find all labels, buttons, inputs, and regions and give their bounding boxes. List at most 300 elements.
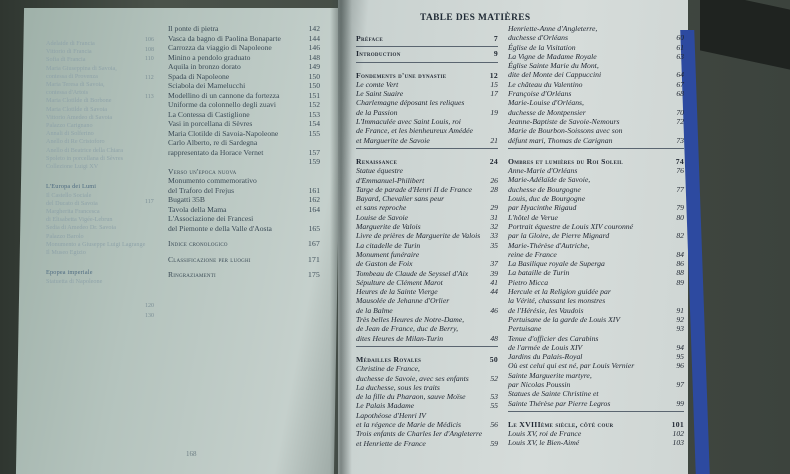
faint-index-entry: Palazzo Barolo <box>46 232 84 240</box>
toc-entry-page: 88 <box>676 268 684 278</box>
toc-entry-row <box>508 278 684 287</box>
toc-entry-page: 61 <box>676 42 684 52</box>
toc-entry-row <box>508 268 684 277</box>
toc-section-heading <box>356 355 498 364</box>
toc-entry-title: de Jean de France, duc de Berry, <box>356 324 459 334</box>
toc-entry-title: L'hôtel de Verue <box>508 212 558 222</box>
toc-entry-row <box>356 80 498 89</box>
faint-index-entry: contessa d'Artois <box>46 89 89 97</box>
index-entry-title: Ringraziamenti <box>168 270 216 279</box>
toc-entry-row <box>508 296 684 305</box>
faint-index-entry: Vittorio Amedeo di Savoia <box>46 113 113 121</box>
toc-entry-row <box>356 324 498 333</box>
toc-entry-row <box>508 24 684 33</box>
faint-page-number <box>145 103 154 113</box>
toc-entry-title: Pietro Micca <box>508 277 549 287</box>
toc-entry-row <box>356 185 498 194</box>
toc-entry-title: duchesse de Savoie, avec ses enfants <box>356 373 469 383</box>
toc-entry-row <box>508 287 684 296</box>
index-entry-row <box>168 119 320 129</box>
faint-page-number <box>145 293 154 303</box>
faint-index-entry: Epopea imperiale <box>46 269 93 277</box>
faint-index-entry: Adelaide di Francia <box>46 40 95 47</box>
faint-index-entry: Vittorio di Francia <box>46 48 92 56</box>
toc-column-2 <box>508 24 684 448</box>
index-entry-row <box>168 224 320 234</box>
toc-entry-row <box>508 52 684 61</box>
toc-entry-row <box>356 117 498 126</box>
toc-entry-title: de France, et les bienheureux Amédée <box>356 126 473 136</box>
index-entry-row <box>168 138 320 148</box>
toc-entry-title: La duchesse, sous les traits <box>356 382 440 392</box>
toc-entry-page: 28 <box>490 184 498 194</box>
toc-entry-title: Où est celui qui est né, par Louis Vernier <box>508 361 635 371</box>
toc-entry-row <box>508 126 684 135</box>
toc-entry-page: 96 <box>676 361 684 371</box>
toc-entry-title: et la régence de Marie de Médicis <box>356 419 462 429</box>
toc-entry-title: Jeanne-Baptiste de Savoie-Nemours <box>508 116 620 126</box>
faint-page-number <box>145 283 154 293</box>
index-entry-page: 155 <box>308 128 320 138</box>
toc-entry-page: 63 <box>676 51 684 61</box>
toc-entry-row <box>508 380 684 389</box>
toc-entry-row <box>356 420 498 429</box>
toc-entry-row <box>356 315 498 324</box>
left-faint-index <box>46 40 145 286</box>
index-entry-row <box>168 62 320 72</box>
index-entry-row <box>168 100 320 110</box>
index-entry-page: 152 <box>308 100 320 109</box>
index-entry-page: 150 <box>308 71 320 81</box>
toc-entry-row <box>356 429 498 438</box>
index-entry-title: Carlo Alberto, re di Sardegna <box>168 138 258 147</box>
toc-entry-row <box>356 126 498 135</box>
toc-entry-title: Sainte Thérèse par Pierre Legros <box>508 398 611 408</box>
toc-entry-row <box>508 250 684 259</box>
toc-section-heading <box>356 71 498 80</box>
left-page-index-list <box>168 24 320 280</box>
toc-entry-row <box>508 166 684 175</box>
toc-entry-row <box>508 61 684 70</box>
faint-page-number: 117 <box>145 198 154 205</box>
faint-index-entry: Maria Clotilde di Borbone <box>46 97 112 105</box>
toc-entry-title: Louis XV, le Bien-Aimé <box>508 438 580 448</box>
toc-entry-title: La bataille de Turin <box>508 268 570 278</box>
toc-entry-page: 102 <box>672 429 684 439</box>
index-entry-page: 149 <box>308 62 320 71</box>
toc-entry-page: 37 <box>490 259 498 269</box>
toc-entry-row <box>356 203 498 212</box>
faint-page-number <box>145 274 154 284</box>
toc-entry-title: duchesse de Montpensier <box>508 107 586 117</box>
faint-index-entry: di Elisabetta Vigée-Lebrun <box>46 216 113 224</box>
toc-entry-title: et Henriette de France <box>356 438 426 448</box>
faint-page-number <box>145 226 154 236</box>
toc-entry-row <box>356 213 498 222</box>
toc-entry-page: 55 <box>490 401 498 411</box>
book-gutter-shadow <box>330 0 352 474</box>
toc-entry-page: 68 <box>676 89 684 99</box>
toc-entry-title: Préface <box>356 34 383 43</box>
toc-entry-row <box>508 185 684 194</box>
toc-entry-title: Église de la Visitation <box>508 42 576 52</box>
index-entry-row <box>168 34 320 44</box>
toc-entry-title: par la Gloire, de Pierre Mignard <box>508 231 610 241</box>
toc-section-heading <box>356 49 498 58</box>
index-entry-row <box>168 214 320 224</box>
index-entry-page: 148 <box>308 52 320 62</box>
toc-entry-row <box>356 231 498 240</box>
toc-entry-title: duchesse d'Orléans <box>508 33 568 43</box>
toc-entry-page: 79 <box>676 203 684 213</box>
index-entry-title: Carrozza da viaggio di Napoleone <box>168 43 272 52</box>
toc-entry-row <box>508 80 684 89</box>
section-divider-rule <box>356 62 498 63</box>
toc-entry-row <box>356 383 498 392</box>
toc-entry-page: 52 <box>490 373 498 383</box>
toc-entry-title: de la Balme <box>356 305 393 315</box>
index-entry-title: Aquila in bronzo dorato <box>168 62 241 71</box>
toc-entry-row <box>508 222 684 231</box>
index-entry-page: 144 <box>308 33 320 43</box>
index-entry-row <box>168 129 320 139</box>
index-entry-title: Minino a pendolo graduato <box>168 52 251 62</box>
toc-entry-row <box>356 222 498 231</box>
toc-entry-row <box>356 287 498 296</box>
section-divider-rule <box>356 346 498 347</box>
toc-section-heading <box>508 420 684 429</box>
toc-entry-row <box>356 306 498 315</box>
index-entry-page: 142 <box>308 24 320 33</box>
faint-index-entry: Il Museo Egizio <box>46 249 86 257</box>
toc-entry-row <box>356 166 498 175</box>
faint-page-number <box>145 131 154 141</box>
faint-index-entry: del Ducato di Savoia <box>46 199 98 207</box>
faint-page-number <box>145 236 154 246</box>
toc-entry-page: 95 <box>676 352 684 362</box>
index-entry-row <box>168 186 320 196</box>
index-entry-page: 154 <box>308 119 320 128</box>
toc-entry-row <box>356 176 498 185</box>
toc-entry-page: 56 <box>490 419 498 429</box>
toc-entry-row <box>508 343 684 352</box>
toc-entry-page: 92 <box>676 314 684 324</box>
faint-index-entry: contessa di Provenza <box>46 72 98 80</box>
index-entry-title: L'Associazione dei Francesi <box>168 214 254 223</box>
toc-entry-title: Jardins du Palais-Royal <box>508 352 583 362</box>
faint-index-entry: Anello di Re Cristoforo <box>46 138 105 146</box>
index-entry-row <box>168 205 320 215</box>
toc-entry-title: La Basilique royale de Superga <box>508 259 605 269</box>
toc-entry-row <box>356 374 498 383</box>
toc-entry-title: Louis, duc de Bourgogne <box>508 194 586 204</box>
faint-page-number <box>145 65 154 75</box>
toc-entry-page: 21 <box>490 135 498 145</box>
faint-page-number <box>145 207 154 217</box>
toc-entry-title: reine de France <box>508 249 557 259</box>
toc-entry-row <box>356 364 498 373</box>
toc-entry-page: 41 <box>490 277 498 287</box>
index-entry-page: 175 <box>308 270 320 279</box>
index-entry-row <box>168 43 320 53</box>
toc-entry-title: Le Palais Madame <box>356 401 415 411</box>
toc-entry-page: 97 <box>676 379 684 389</box>
index-entry-row <box>168 270 320 280</box>
index-entry-row <box>168 72 320 82</box>
index-entry-title: del Traforo del Frejus <box>168 185 235 195</box>
toc-entry-title: de la fille du Pharaon, sauve Moïse <box>356 392 466 402</box>
faint-index-entry: Monumento a Giuseppe Luigi Lagrange <box>46 240 146 248</box>
index-entry-row <box>168 24 320 34</box>
toc-entry-title: Marguerite de Valois <box>356 222 421 232</box>
toc-entry-title: Heures de la Sainte Vierge <box>356 287 438 297</box>
index-entry-row <box>168 148 320 158</box>
faint-index-entry: Maria Clotilde di Savoia <box>46 105 108 113</box>
toc-entry-page: 32 <box>490 222 498 232</box>
toc-entry-row <box>508 175 684 184</box>
toc-entry-page: 76 <box>676 166 684 176</box>
index-entry-title: Vasca da bagno di Paolina Bonaparte <box>168 33 281 43</box>
toc-entry-page: 91 <box>676 305 684 315</box>
index-entry-title: Sciabola dei Mamelucchi <box>168 81 246 90</box>
faint-page-number <box>145 255 154 265</box>
faint-index-entry: Il Castello Sociale <box>46 191 92 199</box>
faint-index-entry: Spoleto in porcellana di Sèvres <box>46 154 123 162</box>
faint-page-number <box>145 217 154 227</box>
index-entry-page: 151 <box>308 90 320 100</box>
toc-entry-title: Tenue d'officier des Carabins <box>508 333 599 343</box>
toc-entry-page: 31 <box>490 212 498 222</box>
toc-entry-title: Le comte Vert <box>356 79 399 89</box>
index-entry-title: Monumento commemorativo <box>168 176 257 185</box>
toc-entry-title: Statues de Sainte Christine et <box>508 389 599 399</box>
toc-entry-page: 94 <box>676 342 684 352</box>
section-divider-rule <box>356 148 498 149</box>
toc-entry-page: 72 <box>676 116 684 126</box>
toc-entry-title: Françoise d'Orléans <box>508 89 572 99</box>
index-entry-row <box>168 255 320 265</box>
toc-entry-title: Le XVIIIème siècle, côté cour <box>508 419 614 429</box>
toc-entry-row <box>508 98 684 107</box>
toc-entry-title: La Vigne de Madame Royale <box>508 51 597 61</box>
toc-entry-row <box>356 269 498 278</box>
toc-entry-page: 46 <box>490 305 498 315</box>
toc-entry-page: 74 <box>675 156 684 166</box>
toc-entry-page: 77 <box>676 184 684 194</box>
index-entry-title: Indice cronologico <box>168 239 228 248</box>
toc-entry-page: 24 <box>489 156 498 166</box>
toc-entry-page: 86 <box>676 259 684 269</box>
toc-entry-row <box>508 324 684 333</box>
faint-index-entry <box>46 257 145 265</box>
toc-entry-title: Louise de Savoie <box>356 212 409 222</box>
toc-entry-title: Hercule et la Religion guidée par <box>508 287 611 297</box>
index-entry-title: Tavola della Mama <box>168 204 227 214</box>
index-entry-page: 164 <box>308 204 320 214</box>
toc-entry-title: Marie-Louise d'Orléans, <box>508 98 584 108</box>
toc-entry-page: 53 <box>490 392 498 402</box>
faint-page-number: 112 <box>145 75 154 81</box>
index-entry-title: Classificazione per luoghi <box>168 254 251 264</box>
toc-entry-row <box>508 241 684 250</box>
toc-entry-page: 70 <box>676 107 684 117</box>
toc-entry-title: Église Sainte Marie du Mont, <box>508 61 599 71</box>
toc-entry-title: Trois enfants de Charles Ier d'Angleterre <box>356 429 482 439</box>
toc-entry-row <box>356 401 498 410</box>
toc-entry-page: 15 <box>490 79 498 89</box>
index-entry-title: Vasi in porcellana di Sèvres <box>168 119 253 128</box>
index-entry-row <box>168 81 320 91</box>
faint-page-number <box>145 188 154 198</box>
toc-entry-row <box>508 361 684 370</box>
faint-index-entry: Palazzo Carignano <box>46 122 93 130</box>
left-page-folio: 168 <box>186 450 197 458</box>
toc-entry-row <box>356 278 498 287</box>
toc-entry-row <box>508 334 684 343</box>
index-entry-page: 157 <box>308 147 320 157</box>
toc-entry-page: 44 <box>490 287 498 297</box>
toc-entry-row <box>356 392 498 401</box>
toc-entry-page: 7 <box>493 34 498 43</box>
toc-entry-page: 101 <box>671 419 684 429</box>
toc-entry-title: Anne-Marie d'Orléans <box>508 166 578 176</box>
toc-entry-title: par Nicolas Poussin <box>508 379 571 389</box>
index-entry-title: La Contessa di Castiglione <box>168 109 250 119</box>
toc-entry-title: Bayard, Chevalier sans peur <box>356 194 445 204</box>
toc-entry-title: Médailles Royales <box>356 354 422 364</box>
toc-column-1 <box>356 34 498 448</box>
index-entry-row <box>168 167 320 177</box>
toc-entry-row <box>508 259 684 268</box>
toc-entry-page: 103 <box>672 438 684 448</box>
toc-entry-page: 26 <box>490 175 498 185</box>
toc-entry-title: de Gaston de Foix <box>356 259 413 269</box>
toc-entry-title: duchesse de Bourgogne <box>508 184 581 194</box>
faint-page-number <box>145 122 154 132</box>
toc-entry-row <box>508 108 684 117</box>
faint-page-number: 106 <box>145 37 154 43</box>
toc-entry-row <box>508 43 684 52</box>
toc-entry-row <box>356 259 498 268</box>
toc-entry-title: Le château du Valentino <box>508 79 583 89</box>
left-faint-page-numbers <box>145 36 154 321</box>
toc-entry-title: Le Saint Suaire <box>356 89 404 99</box>
faint-page-number <box>145 160 154 170</box>
toc-entry-row <box>508 389 684 398</box>
toc-section-heading <box>356 157 498 166</box>
toc-entry-row <box>508 371 684 380</box>
faint-index-entry: Annali di Solferino <box>46 130 94 138</box>
index-entry-row <box>168 110 320 120</box>
toc-entry-page: 33 <box>490 231 498 241</box>
toc-entry-title: Ombres et lumières du Roi Soleil <box>508 156 624 166</box>
toc-entry-title: Monument funéraire <box>356 249 420 259</box>
faint-page-number <box>145 141 154 151</box>
toc-entry-row <box>356 439 498 448</box>
index-entry-title: Verso un'epoca nuova <box>168 166 237 176</box>
toc-entry-page: 67 <box>676 79 684 89</box>
section-divider-rule <box>356 46 498 47</box>
index-entry-title: Modellino di un cannone da fortezza <box>168 90 280 100</box>
index-entry-page: 171 <box>308 254 320 264</box>
section-divider-rule <box>508 411 684 412</box>
faint-page-number <box>145 169 154 179</box>
section-divider-rule <box>508 148 684 149</box>
toc-entry-page: 19 <box>490 107 498 117</box>
faint-page-number <box>145 179 154 189</box>
toc-entry-title: Très belles Heures de Notre-Dame, <box>356 315 465 325</box>
toc-entry-row <box>508 117 684 126</box>
toc-entry-title: Charlemagne déposant les reliques <box>356 98 465 108</box>
toc-section-heading <box>356 34 498 43</box>
index-entry-page: 146 <box>308 43 320 52</box>
faint-page-number: 130 <box>145 312 154 319</box>
toc-entry-row <box>508 203 684 212</box>
faint-index-entry: Sofia di Francia <box>46 56 86 64</box>
toc-entry-page: 35 <box>490 240 498 250</box>
toc-entry-row <box>508 213 684 222</box>
toc-entry-row <box>356 411 498 420</box>
toc-entry-page: 29 <box>490 203 498 213</box>
faint-page-number <box>145 264 154 274</box>
toc-entry-title: Lapothéose d'Henri IV <box>356 410 426 420</box>
toc-entry-row <box>356 98 498 107</box>
faint-page-number <box>145 245 154 255</box>
toc-entry-title: Fondements d'une dynastie <box>356 70 447 80</box>
toc-entry-title: Marie-Thérèse d'Autriche, <box>508 240 590 250</box>
toc-entry-title: La citadelle de Turin <box>356 240 421 250</box>
toc-entry-title: Sainte Marguerite martyre, <box>508 370 592 380</box>
toc-entry-title: Introduction <box>356 49 401 59</box>
faint-index-entry: Anello di Beatrice della Chiara <box>46 146 123 154</box>
index-entry-page: 162 <box>308 195 320 204</box>
index-entry-row <box>168 91 320 101</box>
toc-entry-title: de l'armée de Louis XIV <box>508 342 583 352</box>
toc-entry-row <box>508 429 684 438</box>
faint-index-entry: Sedia di Amedeo Dr. Savoia <box>46 224 116 232</box>
toc-entry-row <box>356 108 498 117</box>
index-entry-title: Uniforme da colonnello degli zuavi <box>168 100 276 109</box>
toc-entry-title: Livre de prières de Marguerite de Valois <box>356 231 481 241</box>
index-entry-page: 150 <box>308 81 320 90</box>
toc-entry-row <box>508 438 684 447</box>
toc-entry-title: Pertuisane de la garde de Louis XIV <box>508 314 621 324</box>
toc-entry-title: de la Passion <box>356 107 398 117</box>
toc-entry-row <box>508 136 684 145</box>
toc-entry-row <box>508 89 684 98</box>
toc-entry-title: Targe de parade d'Henri II de France <box>356 184 472 194</box>
toc-entry-title: Portrait équestre de Louis XIV couronné <box>508 221 634 231</box>
toc-entry-title: d'Emmanuel-Philibert <box>356 175 425 185</box>
toc-entry-row <box>508 306 684 315</box>
index-entry-page: 153 <box>308 109 320 119</box>
faint-index-entry: Maria Giuseppina di Savoia, <box>46 64 117 72</box>
index-entry-row <box>168 195 320 205</box>
toc-entry-row <box>508 399 684 408</box>
faint-index-entry <box>46 171 145 179</box>
toc-entry-page: 64 <box>676 70 684 80</box>
toc-entry-page: 84 <box>676 249 684 259</box>
toc-entry-title: dites Heures de Milan-Turin <box>356 333 444 343</box>
faint-index-entry: Collezione Luigi XV <box>46 163 99 171</box>
faint-page-number <box>145 112 154 122</box>
toc-entry-title: Louis XV, roi de France <box>508 429 582 439</box>
index-entry-page: 167 <box>308 239 320 248</box>
toc-entry-page: 80 <box>676 212 684 222</box>
toc-entry-title: par Hyacinthe Rigaud <box>508 203 577 213</box>
index-entry-title: Maria Clotilde di Savoia-Napoleone <box>168 128 279 138</box>
toc-entry-title: Henriette-Anne d'Angleterre, <box>508 24 598 33</box>
